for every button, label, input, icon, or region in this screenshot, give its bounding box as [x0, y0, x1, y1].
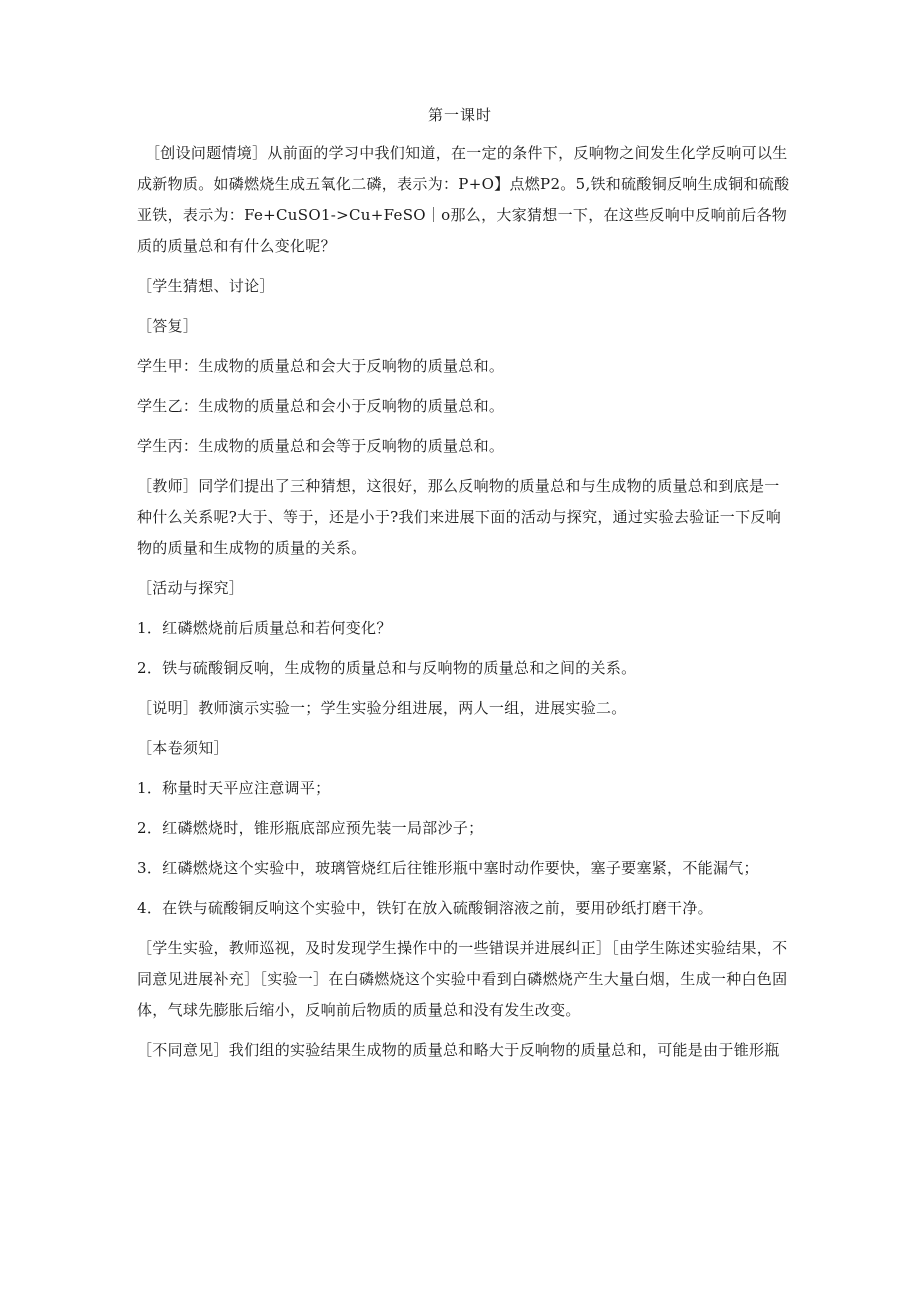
paragraph-student-c: 学生丙：生成物的质量总和会等于反响物的质量总和。: [137, 437, 505, 455]
list-item-activity-1: 1．红磷燃烧前后质量总和若何变化？: [137, 619, 392, 637]
paragraph-answer-heading: ［答复］: [137, 317, 199, 335]
paragraph-different-opinion: ［不同意见］我们组的实验结果生成物的质量总和略大于反响物的质量总和，可能是由于锥形瓶: [137, 1041, 780, 1059]
paragraph-experiment-result: ［学生实验，教师巡视，及时发现学生操作中的一些错误并进展纠正］［由学生陈述实验结果，不同意见进展补充］［实验一］在白磷燃烧这个实验中看到白磷燃烧产生大量白烟，生成一种白色固体，气球先膨胀后缩小，反响前后物质的质量总和没有发生改变。: [137, 939, 788, 1019]
document-title: 第一课时: [427, 106, 492, 124]
list-item-activity-2: 2．铁与硫酸铜反响，生成物的质量总和与反响物的质量总和之间的关系。: [137, 659, 637, 677]
list-item-note-1: 1．称量时天平应注意调平；: [137, 779, 331, 797]
paragraph-explanation: ［说明］教师演示实验一；学生实验分组进展，两人一组，进展实验二。: [137, 699, 627, 717]
paragraph-teacher: ［教师］同学们提出了三种猜想，这很好，那么反响物的质量总和与生成物的质量总和到底是一种什么关系呢?大于、等于，还是小于?我们来进展下面的活动与探究，通过实验去验证一下反响物的质量和生成物的质量的关系。: [137, 477, 781, 557]
list-item-note-3: 3．红磷燃烧这个实验中，玻璃管烧红后往锥形瓶中塞时动作要快，塞子要塞紧，不能漏气；: [137, 859, 759, 877]
paragraph-student-a: 学生甲：生成物的质量总和会大于反响物的质量总和。: [137, 357, 505, 375]
paragraph-student-b: 学生乙：生成物的质量总和会小于反响物的质量总和。: [137, 397, 505, 415]
paragraph-notes-heading: ［本卷须知］: [137, 739, 229, 757]
paragraph-student-guess-heading: ［学生猜想、讨论］: [137, 277, 275, 295]
list-item-note-4: 4．在铁与硫酸铜反响这个实验中，铁钉在放入硫酸铜溶液之前，要用砂纸打磨干净。: [137, 899, 713, 917]
paragraph-intro: ［创设问题情境］从前面的学习中我们知道，在一定的条件下，反响物之间发生化学反响可以生成新物质。如磷燃烧生成五氧化二磷，表示为：P+O】点燃P2。5,铁和硫酸铜反响生成铜和硫酸亚铁，表示为：Fe+CuSO1->Cu+FeSO｜o那么，大家猜想一下，在这些反响中反响前后各物质的质量总和有什么变化呢？: [137, 144, 790, 255]
paragraph-activity-heading: ［活动与探究］: [137, 579, 245, 597]
list-item-note-2: 2．红磷燃烧时，锥形瓶底部应预先装一局部沙子；: [137, 819, 484, 837]
document-body: [137, 138, 793, 1075]
